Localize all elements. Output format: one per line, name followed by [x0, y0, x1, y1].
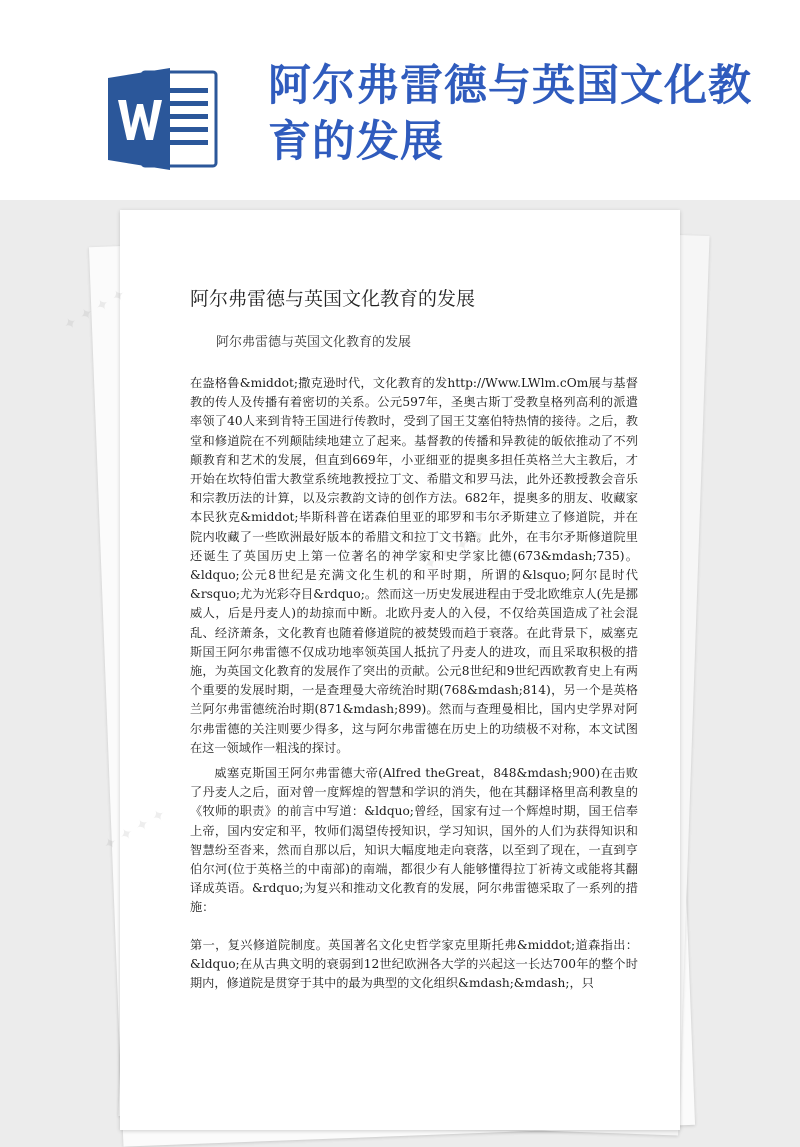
watermark: ✦: [99, 831, 121, 855]
document-body: [190, 374, 638, 993]
document-subtitle: 阿尔弗雷德与英国文化教育的发展: [216, 335, 412, 350]
document-page: [120, 210, 680, 1130]
word-document-icon: [108, 68, 220, 170]
paragraph: 在盎格鲁&middot;撒克逊时代，文化教育的发http://Www.LWlm.cOm展与基督教的传人及传播有着密切的关系。公元597年，圣奥古斯丁受教皇格列高利的派遣率领了40人来到肯特王国进行传教时，受到了国王艾塞伯特热情的接待。之后，教堂和修道院在不列颠陆续地建立了起来。基督教的传播和异教徒的皈依推动了不列颠教育和艺术的发展，但直到669年，小亚细亚的提奥多担任英格兰大主教后，才开始在坎特伯雷大教堂系统地教授拉丁文、希腊文和罗马法，此外还教授教会音乐和宗教历法的计算，以及宗教韵文诗的创作方法。682年，提奥多的朋友、收藏家本民狄克&middot;毕斯科普在诺森伯里亚的耶罗和韦尔矛斯建立了修道院，并在院内收藏了一些欧洲最好版本的希腊文和拉丁文书籍。此外，在韦尔矛斯修道院里还诞生了英国历史上第一位著名的神学家和史学家比德(673&mdash;735)。&ldquo;公元8世纪是充满文化生机的和平时期，所谓的&lsquo;阿尔昆时代&rsquo;尤为光彩夺目&rdquo;。然而这一历史发展进程由于受北欧维京人(先是挪威人，后是丹麦人)的劫掠而中断。北欧丹麦人的入侵，不仅给英国造成了社会混乱、经济萧条，文化教育也随着修道院的被焚毁而趋于衰落。在此背景下，威塞克斯国王阿尔弗雷德不仅成功地率领英国人抵抗了丹麦人的进攻，而且采取积极的措施，为英国文化教育的发展作了突出的贡献。公元8世纪和9世纪西欧教育史上有两个重要的发展时期，一是查理曼大帝统治时期(768&mdash;814)，另一个是英格兰阿尔弗雷德统治时期(871&mdash;899)。然而与查理曼相比，国内史学界对阿尔弗雷德的关注则要少得多，这与阿尔弗雷德在历史上的功绩极不对称，本文试图在这一领域作一粗浅的探讨。: [190, 376, 638, 755]
document-title: 阿尔弗雷德与英国文化教育的发展: [190, 288, 476, 310]
header-banner: [0, 0, 800, 200]
paragraph: 威塞克斯国王阿尔弗雷德大帝(Alfred theGreat，848&mdash;900)在击败了丹麦人之后，面对曾一度辉煌的智慧和学识的消失，他在其翻译格里高利教皇的《牧师的职责》的前言中写道：&ldquo;曾经，国家有过一个辉煌时期，国王信奉上帝，国内安定和平，牧师们渴望传授知识，学习知识，国外的人们为获得知识和智慧纷至沓来，然而自那以后，知识大幅度地走向衰落，以至到了现在，一直到亨伯尔河(位于英格兰的中南部)的南端，都很少有人能够懂得拉丁祈祷文或能将其翻译成英语。&rdquo;为复兴和推动文化教育的发展，阿尔弗雷德采取了一系列的措施：: [190, 766, 638, 915]
banner-title: 阿尔弗雷德与英国文化教育的发展: [268, 61, 752, 167]
watermark: ✦ ✦: [59, 302, 97, 335]
paragraph: 第一，复兴修道院制度。英国著名文化史哲学家克里斯托弗&middot;道森指出：&ldquo;在从古典文明的衰弱到12世纪欧洲各大学的兴起这一长达700年的整个时期内，修道院是贯穿于其中的最为典型的文化组织&mdash;&mdash;，只: [190, 937, 638, 991]
